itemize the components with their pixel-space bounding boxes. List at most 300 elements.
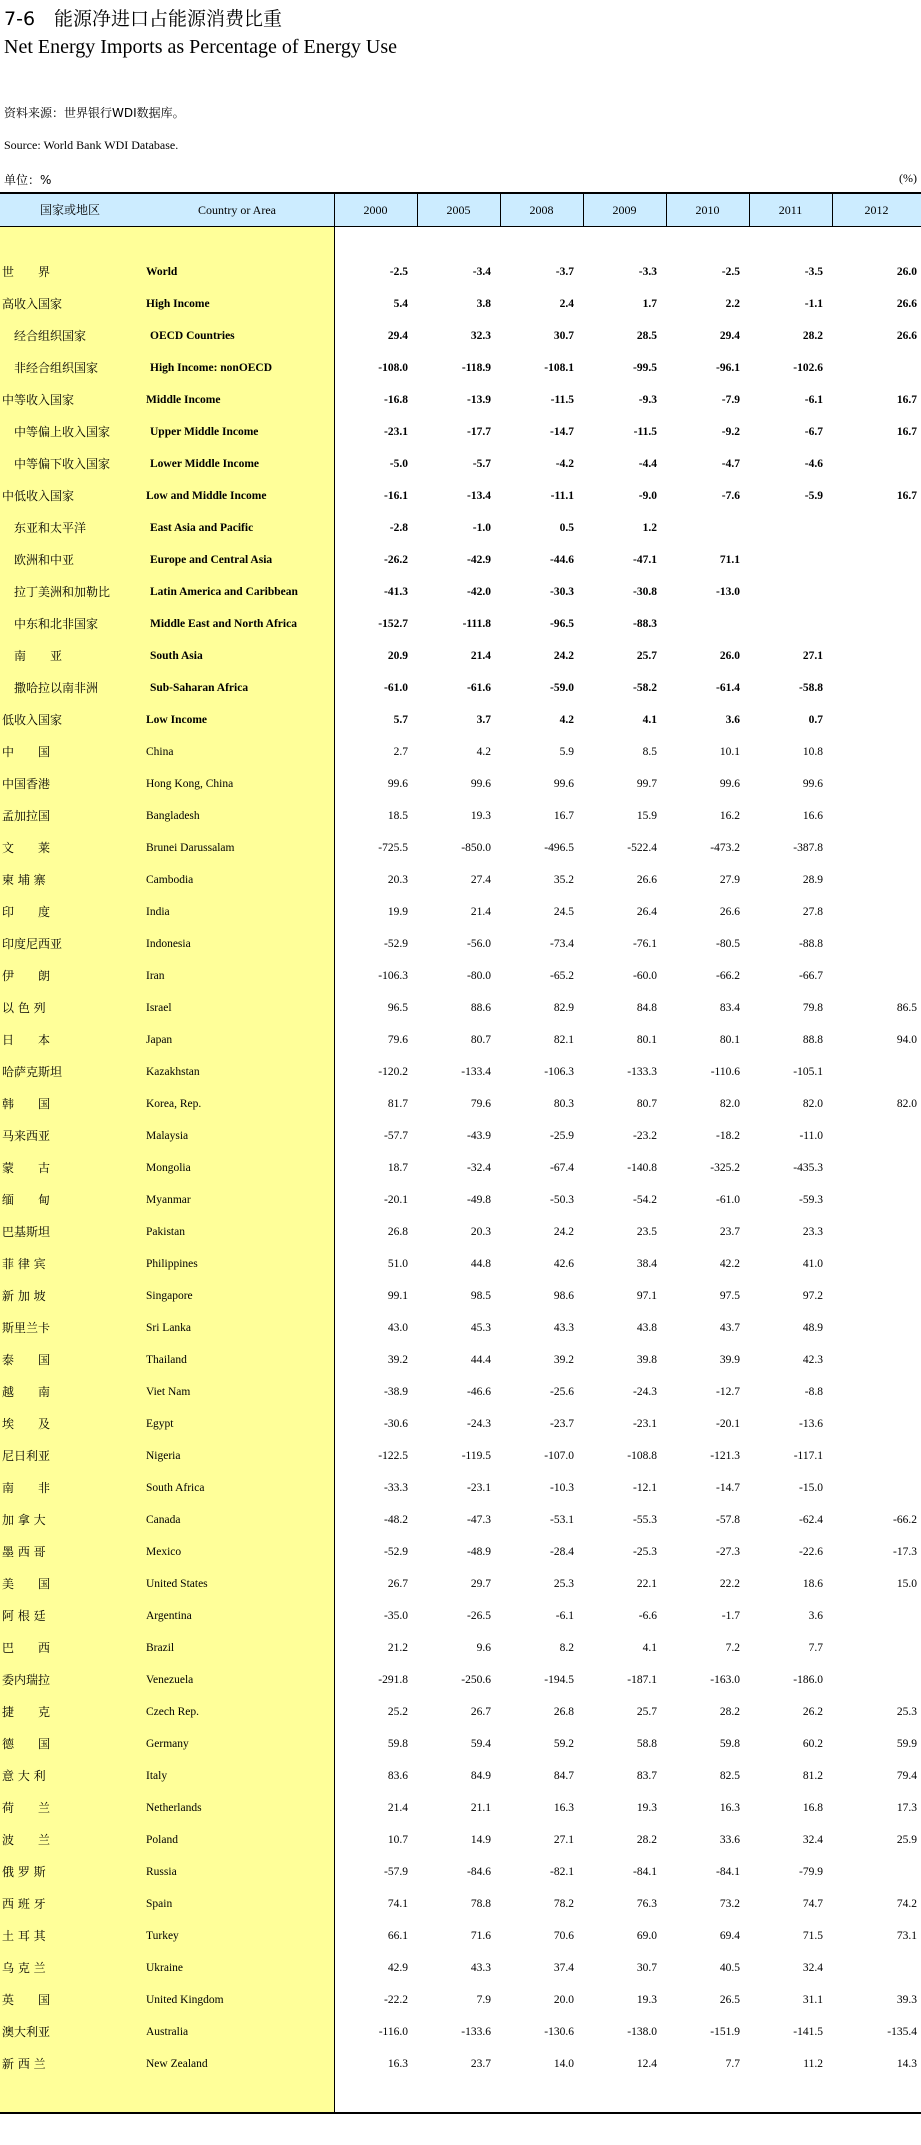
country-name-cn: 尼日利亚 — [2, 1449, 51, 1463]
value-cell-2000: -2.8 — [389, 522, 408, 534]
header-year-2011: 2011 — [778, 203, 803, 217]
table-row — [0, 864, 921, 896]
source-note-en: Source: World Bank WDI Database. — [4, 138, 179, 152]
value-cell-2000: 59.8 — [387, 1738, 408, 1750]
header-year-2009: 2009 — [612, 203, 637, 217]
value-cell-2000: -57.7 — [384, 1130, 408, 1142]
value-cell-2008: 4.2 — [559, 714, 574, 726]
value-cell-2000: -108.0 — [378, 362, 408, 374]
value-cell-2011: -13.6 — [799, 1418, 823, 1430]
value-cell-2008: -30.3 — [550, 586, 574, 598]
value-cell-2009: 39.8 — [636, 1354, 657, 1366]
country-name-cn: 英 国 — [2, 1993, 51, 2007]
value-cell-2000: 5.4 — [393, 298, 408, 310]
country-name-en: Kazakhstan — [146, 1066, 200, 1078]
value-cell-2009: 22.1 — [636, 1578, 657, 1590]
value-cell-2010: 71.1 — [719, 554, 740, 566]
value-cell-2010: 16.2 — [719, 810, 740, 822]
value-cell-2008: -67.4 — [550, 1162, 574, 1174]
value-cell-2011: -186.0 — [793, 1674, 823, 1686]
value-cell-2011: 16.6 — [802, 810, 823, 822]
value-cell-2005: -56.0 — [467, 938, 491, 950]
value-cell-2011: -435.3 — [793, 1162, 823, 1174]
table-row — [0, 1184, 921, 1216]
value-cell-2008: 26.8 — [553, 1706, 574, 1718]
country-name-en: Pakistan — [146, 1226, 185, 1238]
value-cell-2005: -42.9 — [467, 554, 491, 566]
country-name-cn: 委内瑞拉 — [2, 1673, 51, 1687]
value-cell-2008: -14.7 — [550, 426, 574, 438]
value-cell-2000: 99.6 — [387, 778, 408, 790]
value-cell-2005: -23.1 — [467, 1482, 491, 1494]
value-cell-2012: 94.0 — [896, 1034, 917, 1046]
table-row — [0, 1536, 921, 1568]
value-cell-2010: 73.2 — [719, 1898, 740, 1910]
table-row — [0, 256, 921, 288]
value-cell-2011: -62.4 — [799, 1514, 823, 1526]
value-cell-2008: -65.2 — [550, 970, 574, 982]
value-cell-2010: 29.4 — [719, 330, 740, 342]
value-cell-2010: -13.0 — [716, 586, 740, 598]
table-row — [0, 1376, 921, 1408]
value-cell-2009: 84.8 — [636, 1002, 657, 1014]
table-row — [0, 1792, 921, 1824]
country-name-cn: 伊 朗 — [2, 969, 51, 983]
table-row — [0, 1280, 921, 1312]
value-cell-2009: -108.8 — [627, 1450, 657, 1462]
value-cell-2010: -163.0 — [710, 1674, 740, 1686]
value-cell-2005: -1.0 — [472, 522, 491, 534]
country-name-cn: 荷 兰 — [2, 1801, 51, 1815]
value-cell-2008: 35.2 — [553, 874, 574, 886]
value-cell-2005: 21.1 — [470, 1802, 491, 1814]
country-name-en: Malaysia — [146, 1130, 189, 1142]
value-cell-2000: -2.5 — [389, 266, 408, 278]
value-cell-2000: 81.7 — [387, 1098, 408, 1110]
value-cell-2005: 20.3 — [470, 1226, 491, 1238]
country-name-cn: 泰 国 — [2, 1353, 51, 1367]
table-row — [0, 1568, 921, 1600]
header-year-2005: 2005 — [446, 203, 471, 217]
table-row — [0, 1248, 921, 1280]
value-cell-2005: -43.9 — [467, 1130, 491, 1142]
country-name-en: Canada — [146, 1514, 181, 1526]
country-name-cn: 高收入国家 — [2, 297, 63, 311]
country-name-en: Lower Middle Income — [150, 458, 260, 470]
value-cell-2009: 8.5 — [642, 746, 657, 758]
value-cell-2010: -2.5 — [721, 266, 740, 278]
country-name-en: Mexico — [146, 1546, 182, 1558]
value-cell-2010: -61.0 — [716, 1194, 740, 1206]
value-cell-2008: -82.1 — [550, 1866, 574, 1878]
value-cell-2011: 41.0 — [802, 1258, 823, 1270]
value-cell-2009: -133.3 — [627, 1066, 657, 1078]
value-cell-2012: 82.0 — [896, 1098, 917, 1110]
country-name-cn: 乌 克 兰 — [2, 1961, 46, 1975]
value-cell-2011: 88.8 — [802, 1034, 823, 1046]
value-cell-2010: -66.2 — [716, 970, 740, 982]
value-cell-2008: -25.9 — [550, 1130, 574, 1142]
header-year-2000: 2000 — [363, 203, 388, 217]
value-cell-2005: -850.0 — [461, 842, 491, 854]
value-cell-2010: -325.2 — [710, 1162, 740, 1174]
value-cell-2011: -105.1 — [793, 1066, 823, 1078]
value-cell-2000: 74.1 — [387, 1898, 408, 1910]
country-name-en: Low and Middle Income — [146, 490, 267, 502]
value-cell-2010: -96.1 — [716, 362, 740, 374]
value-cell-2012: 26.6 — [896, 330, 917, 342]
value-cell-2008: -73.4 — [550, 938, 574, 950]
value-cell-2000: 5.7 — [393, 714, 408, 726]
value-cell-2009: 26.6 — [636, 874, 657, 886]
country-name-cn: 日 本 — [2, 1033, 51, 1047]
value-cell-2005: 14.9 — [470, 1834, 491, 1846]
country-name-cn: 新 西 兰 — [2, 2057, 46, 2071]
table-row — [0, 1472, 921, 1504]
value-cell-2010: -27.3 — [716, 1546, 740, 1558]
value-cell-2010: -4.7 — [721, 458, 740, 470]
value-cell-2000: -33.3 — [384, 1482, 408, 1494]
country-name-en: Viet Nam — [146, 1386, 191, 1398]
value-cell-2005: -17.7 — [467, 426, 491, 438]
value-cell-2012: 79.4 — [896, 1770, 917, 1782]
table-row — [0, 1440, 921, 1472]
value-cell-2008: 82.1 — [553, 1034, 574, 1046]
value-cell-2012: -66.2 — [893, 1514, 917, 1526]
value-cell-2000: 21.2 — [387, 1642, 408, 1654]
value-cell-2012: 17.3 — [896, 1802, 917, 1814]
country-name-en: Sri Lanka — [146, 1322, 192, 1334]
value-cell-2000: -61.0 — [384, 682, 408, 694]
value-cell-2008: -4.2 — [555, 458, 574, 470]
value-cell-2005: 71.6 — [470, 1930, 491, 1942]
country-name-cn: 中等偏上收入国家 — [14, 425, 111, 439]
country-name-cn: 中东和北非国家 — [14, 617, 99, 631]
value-cell-2010: 82.5 — [719, 1770, 740, 1782]
value-cell-2009: 69.0 — [636, 1930, 657, 1942]
value-cell-2010: -151.9 — [710, 2026, 740, 2038]
value-cell-2011: -11.0 — [799, 1130, 823, 1142]
value-cell-2000: 26.8 — [387, 1226, 408, 1238]
value-cell-2005: 44.8 — [470, 1258, 491, 1270]
country-name-en: United Kingdom — [146, 1994, 224, 2006]
value-cell-2011: 11.2 — [803, 2058, 823, 2070]
country-name-cn: 埃 及 — [2, 1417, 51, 1431]
value-cell-2009: -47.1 — [633, 554, 657, 566]
table-title-en: Net Energy Imports as Percentage of Energy Use — [4, 36, 398, 58]
value-cell-2010: 26.5 — [719, 1994, 740, 2006]
country-name-cn: 拉丁美洲和加勒比 — [14, 585, 111, 599]
value-cell-2008: 24.2 — [553, 650, 574, 662]
value-cell-2010: -14.7 — [716, 1482, 740, 1494]
value-cell-2008: 30.7 — [553, 330, 574, 342]
value-cell-2005: 84.9 — [470, 1770, 491, 1782]
table-row — [0, 1824, 921, 1856]
value-cell-2008: 24.5 — [553, 906, 574, 918]
value-cell-2012: 14.3 — [896, 2058, 917, 2070]
value-cell-2012: 86.5 — [896, 1002, 917, 1014]
value-cell-2009: 28.5 — [636, 330, 657, 342]
table-row — [0, 928, 921, 960]
value-cell-2000: 20.3 — [387, 874, 408, 886]
value-cell-2005: 9.6 — [476, 1642, 491, 1654]
value-cell-2000: 19.9 — [387, 906, 408, 918]
country-name-en: Indonesia — [146, 938, 191, 950]
value-cell-2010: -80.5 — [716, 938, 740, 950]
value-cell-2010: 22.2 — [719, 1578, 740, 1590]
value-cell-2008: 0.5 — [559, 522, 574, 534]
value-cell-2010: -121.3 — [710, 1450, 740, 1462]
value-cell-2009: -140.8 — [627, 1162, 657, 1174]
value-cell-2011: 28.9 — [802, 874, 823, 886]
value-cell-2008: 16.7 — [553, 810, 574, 822]
value-cell-2008: -96.5 — [550, 618, 574, 630]
country-name-en: India — [146, 906, 170, 918]
value-cell-2010: 99.6 — [719, 778, 740, 790]
value-cell-2010: -9.2 — [721, 426, 740, 438]
value-cell-2005: 21.4 — [470, 906, 491, 918]
value-cell-2005: -80.0 — [467, 970, 491, 982]
value-cell-2000: -16.8 — [384, 394, 408, 406]
country-name-cn: 东亚和太平洋 — [14, 521, 87, 535]
value-cell-2010: -7.9 — [721, 394, 740, 406]
value-cell-2005: 45.3 — [470, 1322, 491, 1334]
country-name-en: Cambodia — [146, 874, 194, 886]
value-cell-2010: 10.1 — [719, 746, 740, 758]
value-cell-2009: 4.1 — [642, 714, 657, 726]
value-cell-2012: 73.1 — [896, 1930, 917, 1942]
unit-label-en: (%) — [899, 171, 917, 185]
value-cell-2000: -35.0 — [384, 1610, 408, 1622]
country-name-cn: 西 班 牙 — [2, 1897, 46, 1911]
country-name-cn: 南 非 — [2, 1481, 51, 1495]
value-cell-2011: 74.7 — [802, 1898, 823, 1910]
value-cell-2000: -725.5 — [378, 842, 408, 854]
country-name-en: Czech Rep. — [146, 1706, 200, 1718]
value-cell-2000: 20.9 — [387, 650, 408, 662]
country-name-cn: 印 度 — [2, 905, 51, 919]
country-name-cn: 孟加拉国 — [2, 809, 51, 823]
value-cell-2010: 80.1 — [719, 1034, 740, 1046]
value-cell-2000: -5.0 — [389, 458, 408, 470]
value-cell-2005: -250.6 — [461, 1674, 491, 1686]
value-cell-2010: 16.3 — [719, 1802, 740, 1814]
country-name-en: Brazil — [146, 1642, 175, 1654]
value-cell-2011: 48.9 — [802, 1322, 823, 1334]
value-cell-2000: 39.2 — [387, 1354, 408, 1366]
value-cell-2008: -44.6 — [550, 554, 574, 566]
value-cell-2009: 12.4 — [636, 2058, 657, 2070]
header-divider — [583, 194, 584, 226]
value-cell-2011: -141.5 — [793, 2026, 823, 2038]
value-cell-2008: -23.7 — [550, 1418, 574, 1430]
value-cell-2005: -32.4 — [467, 1162, 491, 1174]
country-name-cn: 澳大利亚 — [2, 2025, 51, 2039]
value-cell-2009: 25.7 — [636, 650, 657, 662]
country-name-cn: 经合组织国家 — [14, 329, 87, 343]
value-cell-2008: 59.2 — [553, 1738, 574, 1750]
value-cell-2005: -42.0 — [467, 586, 491, 598]
value-cell-2005: -46.6 — [467, 1386, 491, 1398]
value-cell-2011: 7.7 — [808, 1642, 823, 1654]
value-cell-2010: 7.2 — [725, 1642, 740, 1654]
value-cell-2010: 59.8 — [719, 1738, 740, 1750]
value-cell-2009: -522.4 — [627, 842, 657, 854]
value-cell-2009: -84.1 — [633, 1866, 657, 1878]
value-cell-2000: -122.5 — [378, 1450, 408, 1462]
value-cell-2010: 33.6 — [719, 1834, 740, 1846]
value-cell-2005: -49.8 — [467, 1194, 491, 1206]
value-cell-2009: -9.0 — [638, 490, 657, 502]
table-row — [0, 896, 921, 928]
value-cell-2000: -52.9 — [384, 938, 408, 950]
country-name-cn: 撒哈拉以南非洲 — [14, 681, 99, 695]
value-cell-2008: 5.9 — [559, 746, 574, 758]
value-cell-2000: 51.0 — [387, 1258, 408, 1270]
value-cell-2009: 97.1 — [636, 1290, 657, 1302]
table-row — [0, 352, 921, 384]
value-cell-2000: 42.9 — [387, 1962, 408, 1974]
value-cell-2010: -1.7 — [721, 1610, 740, 1622]
value-cell-2008: -3.7 — [555, 266, 574, 278]
value-cell-2011: 3.6 — [808, 1610, 823, 1622]
country-name-cn: 哈萨克斯坦 — [2, 1065, 63, 1079]
value-cell-2011: 79.8 — [802, 1002, 823, 1014]
value-cell-2010: -7.6 — [721, 490, 740, 502]
country-name-en: Israel — [146, 1002, 172, 1014]
table-row — [0, 1216, 921, 1248]
table-row — [0, 2016, 921, 2048]
table-row — [0, 1952, 921, 1984]
value-cell-2009: 25.7 — [636, 1706, 657, 1718]
table-row — [0, 1632, 921, 1664]
header-country-en: Country or Area — [198, 203, 276, 217]
value-cell-2005: -26.5 — [467, 1610, 491, 1622]
country-name-cn: 捷 克 — [2, 1705, 51, 1719]
country-name-en: Venezuela — [146, 1674, 194, 1686]
value-cell-2010: 42.2 — [719, 1258, 740, 1270]
value-cell-2009: -138.0 — [627, 2026, 657, 2038]
value-cell-2009: 43.8 — [636, 1322, 657, 1334]
value-cell-2012: 16.7 — [896, 490, 917, 502]
value-cell-2011: -88.8 — [799, 938, 823, 950]
value-cell-2008: 98.6 — [553, 1290, 574, 1302]
value-cell-2000: 83.6 — [387, 1770, 408, 1782]
country-name-en: United States — [146, 1578, 208, 1590]
value-cell-2011: 28.2 — [802, 330, 823, 342]
value-cell-2008: -107.0 — [544, 1450, 574, 1462]
value-cell-2009: 38.4 — [636, 1258, 657, 1270]
value-cell-2008: -53.1 — [550, 1514, 574, 1526]
country-name-en: World — [146, 266, 178, 278]
table-row — [0, 768, 921, 800]
country-name-en: Hong Kong, China — [146, 778, 234, 790]
value-cell-2000: -38.9 — [384, 1386, 408, 1398]
country-name-en: High Income — [146, 298, 210, 310]
value-cell-2009: 58.8 — [636, 1738, 657, 1750]
value-cell-2000: -20.1 — [384, 1194, 408, 1206]
value-cell-2009: -99.5 — [633, 362, 657, 374]
country-name-cn: 中 国 — [2, 745, 51, 759]
country-name-cn: 波 兰 — [2, 1833, 51, 1847]
value-cell-2011: 81.2 — [802, 1770, 823, 1782]
value-cell-2009: 80.1 — [636, 1034, 657, 1046]
table-row — [0, 1024, 921, 1056]
value-cell-2005: 21.4 — [470, 650, 491, 662]
value-cell-2009: 19.3 — [636, 1994, 657, 2006]
value-cell-2009: 76.3 — [636, 1898, 657, 1910]
country-name-cn: 中等收入国家 — [2, 393, 75, 407]
country-name-en: Upper Middle Income — [150, 426, 259, 438]
value-cell-2005: 79.6 — [470, 1098, 491, 1110]
value-cell-2011: -387.8 — [793, 842, 823, 854]
value-cell-2008: 42.6 — [553, 1258, 574, 1270]
value-cell-2008: 82.9 — [553, 1002, 574, 1014]
unit-label-cn: 单位：% — [4, 173, 52, 187]
value-cell-2009: -3.3 — [638, 266, 657, 278]
table-row — [0, 704, 921, 736]
value-cell-2005: -118.9 — [461, 362, 491, 374]
country-name-cn: 缅 甸 — [2, 1193, 51, 1207]
value-cell-2011: -6.7 — [804, 426, 823, 438]
value-cell-2010: 83.4 — [719, 1002, 740, 1014]
value-cell-2008: 99.6 — [553, 778, 574, 790]
country-name-cn: 德 国 — [2, 1737, 51, 1751]
country-name-en: Argentina — [146, 1610, 192, 1622]
country-name-cn: 马来西亚 — [2, 1129, 51, 1143]
country-name-cn: 越 南 — [2, 1385, 51, 1399]
value-cell-2008: 20.0 — [553, 1994, 574, 2006]
value-cell-2008: 84.7 — [553, 1770, 574, 1782]
country-name-en: Russia — [146, 1866, 177, 1878]
value-cell-2005: 4.2 — [476, 746, 491, 758]
value-cell-2000: 18.5 — [387, 810, 408, 822]
value-cell-2009: 19.3 — [636, 1802, 657, 1814]
value-cell-2008: -496.5 — [544, 842, 574, 854]
value-cell-2008: -28.4 — [550, 1546, 574, 1558]
value-cell-2009: -60.0 — [633, 970, 657, 982]
value-cell-2008: -106.3 — [544, 1066, 574, 1078]
value-cell-2010: 43.7 — [719, 1322, 740, 1334]
value-cell-2009: -9.3 — [638, 394, 657, 406]
header-bottom-rule — [0, 226, 921, 227]
country-name-en: Sub-Saharan Africa — [150, 682, 249, 694]
value-cell-2000: -106.3 — [378, 970, 408, 982]
header-country-cn: 国家或地区 — [39, 203, 100, 217]
table-row — [0, 320, 921, 352]
value-cell-2010: 97.5 — [719, 1290, 740, 1302]
value-cell-2012: 25.9 — [896, 1834, 917, 1846]
country-name-en: OECD Countries — [150, 330, 235, 342]
table-row — [0, 576, 921, 608]
country-name-en: South Asia — [150, 650, 203, 662]
value-cell-2005: -133.6 — [461, 2026, 491, 2038]
value-cell-2005: 26.7 — [470, 1706, 491, 1718]
value-cell-2008: 25.3 — [553, 1578, 574, 1590]
value-cell-2000: 26.7 — [387, 1578, 408, 1590]
value-cell-2000: -41.3 — [384, 586, 408, 598]
header-divider — [334, 194, 335, 226]
value-cell-2009: 26.4 — [636, 906, 657, 918]
value-cell-2005: 44.4 — [470, 1354, 491, 1366]
table-row — [0, 960, 921, 992]
country-name-en: Poland — [146, 1834, 178, 1846]
value-cell-2012: 16.7 — [896, 394, 917, 406]
value-cell-2008: -108.1 — [544, 362, 574, 374]
value-cell-2000: 66.1 — [387, 1930, 408, 1942]
value-cell-2008: 78.2 — [553, 1898, 574, 1910]
value-cell-2000: -26.2 — [384, 554, 408, 566]
